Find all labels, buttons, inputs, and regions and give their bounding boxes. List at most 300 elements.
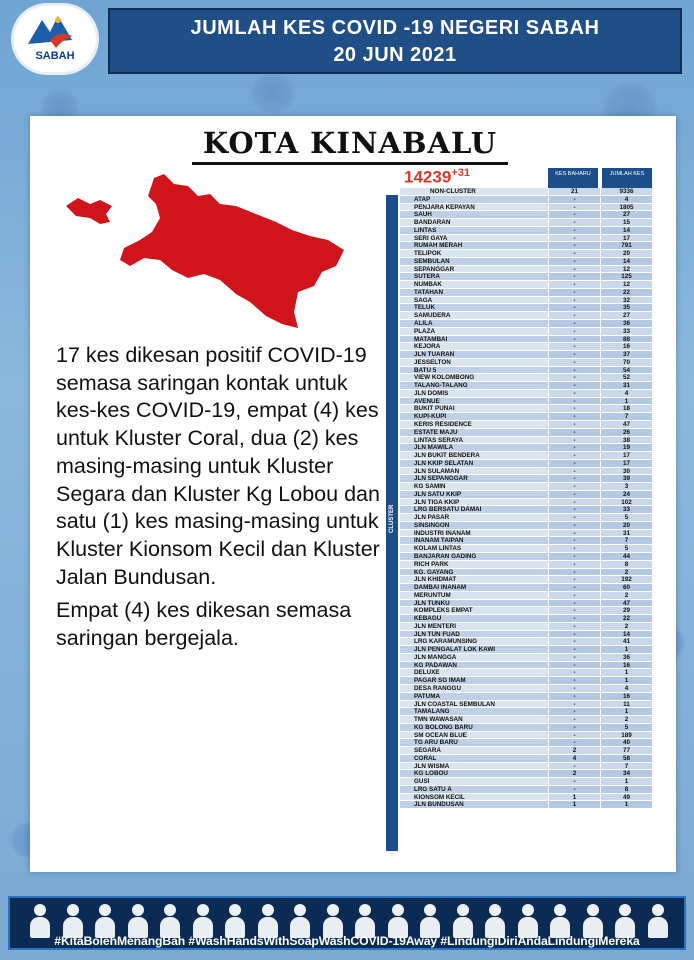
row-name: KERIS RESIDENCE [400, 421, 548, 429]
row-total: 1 [600, 677, 652, 685]
row-new: - [548, 669, 600, 677]
header-new-cases: KES BAHARU [548, 168, 598, 188]
table-row [386, 359, 654, 367]
row-new: - [548, 499, 600, 507]
row-total: 16 [600, 693, 652, 701]
row-name: JLN MAWILA [400, 444, 548, 452]
row-name: AVENUE [400, 398, 548, 406]
row-new: - [548, 266, 600, 274]
row-new: - [548, 204, 600, 212]
title-banner [108, 8, 682, 74]
row-new: - [548, 413, 600, 421]
row-name: PATUMA [400, 693, 548, 701]
row-new: - [548, 367, 600, 375]
person-icon [94, 902, 116, 938]
row-new: - [548, 522, 600, 530]
table-row [386, 475, 654, 483]
table-row [386, 537, 654, 545]
row-name: DAMBAI INANAM [400, 584, 548, 592]
row-new: - [548, 662, 600, 670]
table-row [386, 615, 654, 623]
table-row [386, 786, 654, 794]
row-name: KG BOLONG BARU [400, 724, 548, 732]
table-row [386, 250, 654, 258]
table-row [386, 343, 654, 351]
table-row [386, 468, 654, 476]
row-new: - [548, 312, 600, 320]
row-name: ATAP [400, 196, 548, 204]
row-total: 16 [600, 662, 652, 670]
table-row [386, 553, 654, 561]
person-icon [647, 902, 669, 938]
row-new: - [548, 592, 600, 600]
table-row [386, 530, 654, 538]
table-row [386, 304, 654, 312]
person-icon [322, 902, 344, 938]
row-new: - [548, 460, 600, 468]
row-new: - [548, 607, 600, 615]
row-new: - [548, 359, 600, 367]
row-total: 8 [600, 561, 652, 569]
row-new: 4 [548, 755, 600, 763]
table-row [386, 576, 654, 584]
row-total: 192 [600, 576, 652, 584]
person-icon [127, 902, 149, 938]
row-new: - [548, 623, 600, 631]
row-name: KG PADAWAN [400, 662, 548, 670]
row-name: JLN PASAR [400, 514, 548, 522]
table-row [386, 693, 654, 701]
table-header [548, 168, 654, 188]
row-name: CORAL [400, 755, 548, 763]
table-row [386, 506, 654, 514]
row-new: - [548, 452, 600, 460]
footer-hashtags: #KitaBolehMenangBah #WashHandsWithSoapWashCOVID-19Away #LindungiDiriAndaLindungiMereka [54, 934, 640, 948]
row-total: 9336 [600, 188, 652, 196]
table-row [386, 374, 654, 382]
row-total: 27 [600, 312, 652, 320]
table-row [386, 732, 654, 740]
row-name: JLN BUNDUSAN [400, 801, 548, 809]
row-new: - [548, 336, 600, 344]
row-name: JLN COASTAL SEMBULAN [400, 701, 548, 709]
row-name: MERUNTUM [400, 592, 548, 600]
row-total: 31 [600, 530, 652, 538]
person-icon [517, 902, 539, 938]
table-row [386, 382, 654, 390]
row-new: - [548, 304, 600, 312]
row-total: 102 [600, 499, 652, 507]
row-name: JLN TIGA KKIP [400, 499, 548, 507]
row-name: SAGA [400, 297, 548, 305]
person-icon [614, 902, 636, 938]
table-row [386, 390, 654, 398]
row-name: LINTAS [400, 227, 548, 235]
row-total: 32 [600, 297, 652, 305]
row-total: 58 [600, 755, 652, 763]
row-name: JLN TUARAN [400, 351, 548, 359]
person-icon [29, 902, 51, 938]
row-new: - [548, 211, 600, 219]
row-new: 2 [548, 770, 600, 778]
region-title: KOTA KINABALU [192, 126, 508, 165]
row-new: - [548, 654, 600, 662]
row-total: 60 [600, 584, 652, 592]
row-name: JLN MENTERI [400, 623, 548, 631]
person-icon [289, 902, 311, 938]
row-total: 17 [600, 452, 652, 460]
row-name: MATAMBAI [400, 336, 548, 344]
row-new: - [548, 421, 600, 429]
total-cases [404, 167, 470, 188]
table-row [386, 584, 654, 592]
row-total: 1805 [600, 204, 652, 212]
row-total: 189 [600, 732, 652, 740]
row-total: 88 [600, 336, 652, 344]
row-name: KUPI-KUPI [400, 413, 548, 421]
row-name: NON-CLUSTER [400, 188, 548, 196]
row-new: - [548, 685, 600, 693]
table-row [386, 607, 654, 615]
row-total: 7 [600, 763, 652, 771]
row-new: - [548, 677, 600, 685]
row-new: - [548, 491, 600, 499]
row-total: 2 [600, 592, 652, 600]
table-row [386, 444, 654, 452]
row-new: - [548, 615, 600, 623]
row-total: 3 [600, 483, 652, 491]
row-name: TAMALANG [400, 708, 548, 716]
table-row [386, 204, 654, 212]
row-new: - [548, 289, 600, 297]
row-name: TELIPOK [400, 250, 548, 258]
row-name: JLN SULAMAN [400, 468, 548, 476]
row-new: - [548, 437, 600, 445]
row-name: SUTERA [400, 273, 548, 281]
row-total: 18 [600, 405, 652, 413]
row-name: JLN DOMIS [400, 390, 548, 398]
row-new: - [548, 374, 600, 382]
row-total: 77 [600, 747, 652, 755]
person-icon [582, 902, 604, 938]
row-name: TELUK [400, 304, 548, 312]
row-new: - [548, 763, 600, 771]
row-new: - [548, 545, 600, 553]
row-new: - [548, 693, 600, 701]
row-name: KEBAGU [400, 615, 548, 623]
row-name: BANDARAN [400, 219, 548, 227]
row-total: 47 [600, 600, 652, 608]
row-name: TALANG-TALANG [400, 382, 548, 390]
row-total: 14 [600, 631, 652, 639]
row-new: 21 [548, 188, 600, 196]
table-row [386, 755, 654, 763]
row-name: SM OCEAN BLUE [400, 732, 548, 740]
row-new: - [548, 235, 600, 243]
row-name: SEMBULAN [400, 258, 548, 266]
row-new: - [548, 273, 600, 281]
row-name: RUMAH MERAH [400, 242, 548, 250]
row-total: 14 [600, 258, 652, 266]
row-name: JLN MANGGA [400, 654, 548, 662]
row-total: 29 [600, 607, 652, 615]
table-row [386, 437, 654, 445]
person-icon [257, 902, 279, 938]
person-icon [159, 902, 181, 938]
row-total: 20 [600, 522, 652, 530]
row-total: 5 [600, 724, 652, 732]
row-name: JLN TUN FUAD [400, 631, 548, 639]
row-total: 35 [600, 304, 652, 312]
table-row [386, 514, 654, 522]
table-row [386, 623, 654, 631]
title-line-2: 20 JUN 2021 [333, 44, 457, 66]
row-total: 22 [600, 289, 652, 297]
table-row [386, 235, 654, 243]
row-new: - [548, 390, 600, 398]
row-new: - [548, 569, 600, 577]
row-new: - [548, 576, 600, 584]
table-row [386, 654, 654, 662]
row-total: 791 [600, 242, 652, 250]
row-new: - [548, 708, 600, 716]
row-new: - [548, 444, 600, 452]
row-name: INDUSTRI INANAM [400, 530, 548, 538]
row-total: 1 [600, 801, 652, 809]
table-row [386, 483, 654, 491]
row-total: 49 [600, 794, 652, 802]
table-row [386, 763, 654, 771]
sabah-logo [14, 6, 96, 72]
row-name: LINTAS SERAYA [400, 437, 548, 445]
row-name: JLN TUNKU [400, 600, 548, 608]
row-new: 1 [548, 794, 600, 802]
row-total: 44 [600, 553, 652, 561]
table-row [386, 801, 654, 809]
table-row [386, 499, 654, 507]
table-row [386, 794, 654, 802]
row-name: SEPANGGAR [400, 266, 548, 274]
table-row [386, 281, 654, 289]
person-icon [192, 902, 214, 938]
row-total: 8 [600, 786, 652, 794]
row-name: SERI GAYA [400, 235, 548, 243]
row-new: - [548, 506, 600, 514]
person-icon [62, 902, 84, 938]
table-row [386, 669, 654, 677]
row-total: 5 [600, 545, 652, 553]
row-new: - [548, 281, 600, 289]
row-total: 30 [600, 468, 652, 476]
total-value: 14239 [404, 167, 452, 187]
row-total: 16 [600, 343, 652, 351]
row-new: - [548, 584, 600, 592]
table-row [386, 592, 654, 600]
row-total: 15 [600, 219, 652, 227]
row-total: 5 [600, 514, 652, 522]
row-total: 52 [600, 374, 652, 382]
row-total: 12 [600, 281, 652, 289]
row-new: - [548, 351, 600, 359]
row-total: 1 [600, 398, 652, 406]
table-row [386, 716, 654, 724]
row-name: PAGAR SG IMAM [400, 677, 548, 685]
row-new: - [548, 724, 600, 732]
row-name: TG ARU BARU [400, 739, 548, 747]
table-row [386, 196, 654, 204]
table-row [386, 708, 654, 716]
row-total: 70 [600, 359, 652, 367]
row-new: - [548, 196, 600, 204]
table-row [386, 677, 654, 685]
row-total: 2 [600, 569, 652, 577]
row-new: - [548, 328, 600, 336]
case-description [56, 342, 392, 659]
row-new: - [548, 561, 600, 569]
table-row [386, 421, 654, 429]
table-row [386, 328, 654, 336]
row-name: RICH PARK [400, 561, 548, 569]
cluster-label: CLUSTER [389, 504, 395, 533]
table-row [386, 724, 654, 732]
table-row [386, 460, 654, 468]
row-new: - [548, 631, 600, 639]
row-name: KEJORA [400, 343, 548, 351]
row-total: 1 [600, 708, 652, 716]
row-new: - [548, 553, 600, 561]
table-row [386, 211, 654, 219]
row-total: 36 [600, 654, 652, 662]
row-total: 2 [600, 716, 652, 724]
row-new: - [548, 530, 600, 538]
row-new: - [548, 646, 600, 654]
table-row [386, 258, 654, 266]
table-row [386, 491, 654, 499]
table-row [386, 739, 654, 747]
row-name: NUMBAK [400, 281, 548, 289]
table-row [386, 561, 654, 569]
row-total: 4 [600, 390, 652, 398]
description-paragraph-2: Empat (4) kes dikesan semasa saringan bergejala. [56, 598, 352, 651]
row-total: 37 [600, 351, 652, 359]
row-name: JLN SATU KKIP [400, 491, 548, 499]
row-new: - [548, 405, 600, 413]
table-row [386, 336, 654, 344]
person-icon [452, 902, 474, 938]
row-total: 20 [600, 250, 652, 258]
district-map-icon [60, 170, 350, 335]
table-row [386, 770, 654, 778]
table-row [386, 219, 654, 227]
non-cluster-row [386, 188, 654, 196]
row-new: - [548, 483, 600, 491]
table-row [386, 413, 654, 421]
row-name: JESSELTON [400, 359, 548, 367]
row-new: 1 [548, 801, 600, 809]
row-name: KIONSOM KECIL [400, 794, 548, 802]
table-row [386, 662, 654, 670]
table-row [386, 522, 654, 530]
row-total: 38 [600, 437, 652, 445]
row-total: 1 [600, 646, 652, 654]
row-name: KG LOBOU [400, 770, 548, 778]
table-row [386, 545, 654, 553]
row-name: JLN SEPANGGAR [400, 475, 548, 483]
row-new: - [548, 320, 600, 328]
row-total: 34 [600, 770, 652, 778]
row-total: 12 [600, 266, 652, 274]
table-row [386, 398, 654, 406]
row-new: - [548, 716, 600, 724]
row-new: - [548, 638, 600, 646]
row-new: - [548, 600, 600, 608]
row-total: 19 [600, 444, 652, 452]
row-name: JLN WISMA [400, 763, 548, 771]
row-name: JLN KHIDMAT [400, 576, 548, 584]
row-new: - [548, 382, 600, 390]
row-total: 14 [600, 227, 652, 235]
row-name: TATAHAN [400, 289, 548, 297]
row-new: 2 [548, 747, 600, 755]
row-new: - [548, 227, 600, 235]
table-row [386, 429, 654, 437]
table-row [386, 600, 654, 608]
table-row [386, 351, 654, 359]
row-name: LRG KARAMUNSING [400, 638, 548, 646]
row-total: 11 [600, 701, 652, 709]
row-total: 47 [600, 421, 652, 429]
person-icon [354, 902, 376, 938]
table-row [386, 242, 654, 250]
row-total: 36 [600, 320, 652, 328]
row-name: INANAM TAIPAN [400, 537, 548, 545]
row-name: BANJARAN GADING [400, 553, 548, 561]
table-row [386, 405, 654, 413]
table-row [386, 289, 654, 297]
row-name: KG SAMIN [400, 483, 548, 491]
row-total: 31 [600, 382, 652, 390]
row-name: ALILA [400, 320, 548, 328]
table-row [386, 685, 654, 693]
row-total: 125 [600, 273, 652, 281]
row-new: - [548, 468, 600, 476]
row-name: DESA RANGGU [400, 685, 548, 693]
row-name: BATU 5 [400, 367, 548, 375]
row-name: SAMUDERA [400, 312, 548, 320]
row-name: GUSI [400, 778, 548, 786]
table-row [386, 646, 654, 654]
table-row [386, 569, 654, 577]
row-total: 1 [600, 669, 652, 677]
row-total: 4 [600, 685, 652, 693]
row-new: - [548, 219, 600, 227]
header-total-cases: JUMLAH KES [602, 168, 652, 188]
row-new: - [548, 786, 600, 794]
table-row [386, 701, 654, 709]
person-icon [484, 902, 506, 938]
row-new: - [548, 537, 600, 545]
title-line-1: JUMLAH KES COVID -19 NEGERI SABAH [190, 17, 600, 39]
table-row [386, 747, 654, 755]
row-name: JLN PENGALAT LOK KAWI [400, 646, 548, 654]
row-name: KOMPLEKS EMPAT [400, 607, 548, 615]
description-paragraph-1: 17 kes dikesan positif COVID-19 semasa saringan kontak untuk kes-kes COVID-19, empat (4) kes untuk Kluster Coral, dua (2) kes masing-masing untuk Kluster Segara dan Kluster Kg Lobou dan satu (1) kes masing-masing untuk Kluster Kionsom Kecil dan Kluster Jalan Bundusan. [56, 343, 380, 589]
row-total: 4 [600, 196, 652, 204]
row-new: - [548, 778, 600, 786]
row-name: LRG BERSATU DAMAI [400, 506, 548, 514]
row-total: 33 [600, 328, 652, 336]
row-total: 54 [600, 367, 652, 375]
